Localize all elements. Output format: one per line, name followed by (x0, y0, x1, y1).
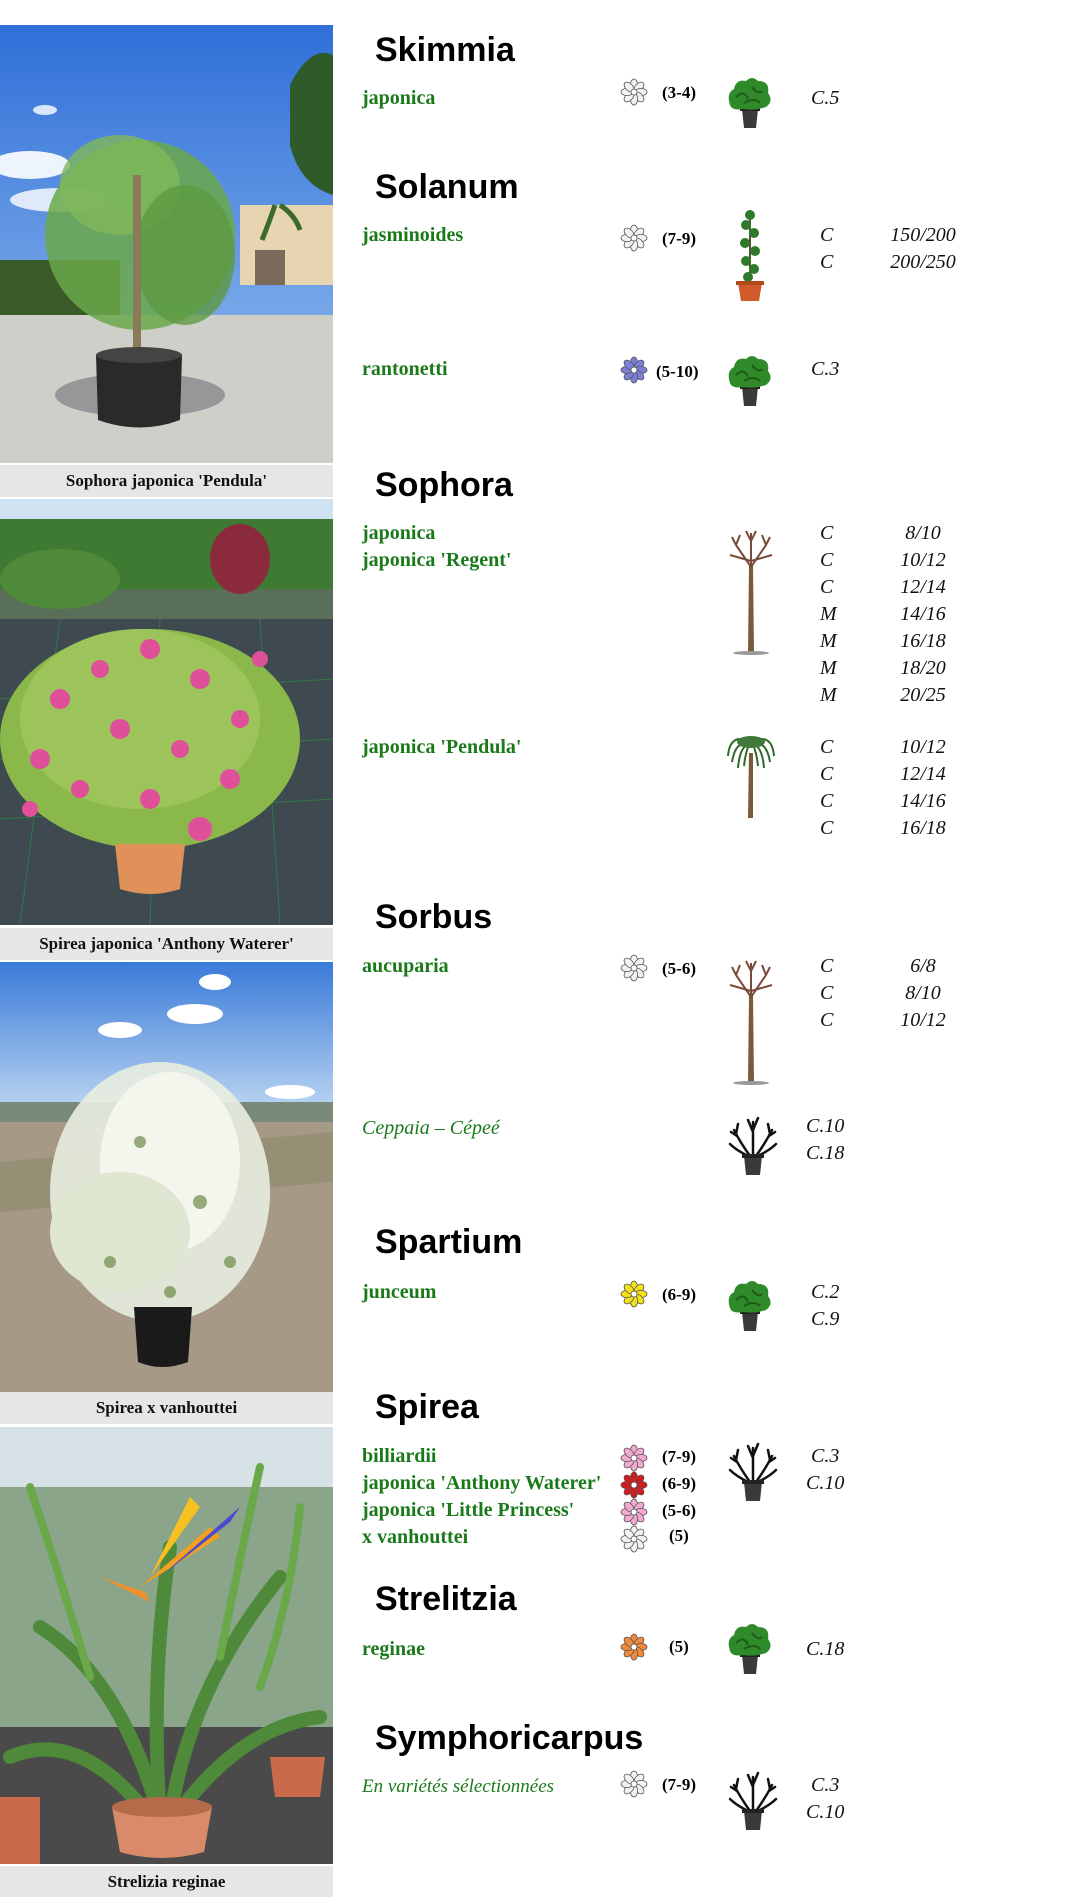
trunk-size: 10/12 (900, 549, 946, 571)
flower-yellow-icon (619, 1279, 649, 1309)
container-type: M (820, 603, 837, 625)
flowering-months: (5) (669, 1526, 689, 1545)
species-name: reginae (362, 1638, 425, 1660)
flowering-months: (5) (669, 1637, 689, 1656)
flowering-months: (6-9) (662, 1285, 696, 1304)
genus-heading: Symphoricarpus (375, 1719, 644, 1757)
potted-bush-icon (724, 75, 774, 130)
flowering-months: (5-6) (662, 959, 696, 978)
potted-multistem-icon (728, 1438, 778, 1503)
trunk-size: 200/250 (890, 251, 956, 273)
container-type: C (820, 817, 834, 839)
trunk-size: 10/12 (900, 1009, 946, 1031)
species-name: japonica (362, 522, 436, 544)
species-name: junceum (362, 1281, 437, 1303)
trunk-size: 6/8 (910, 955, 936, 977)
container-type: M (820, 684, 837, 706)
flower-white-icon (619, 77, 649, 107)
flower-orange-icon (619, 1632, 649, 1662)
species-name: japonica 'Pendula' (362, 736, 522, 758)
photo-caption: Strelizia reginae (0, 1866, 333, 1897)
potted-multistem-icon (728, 1767, 778, 1832)
photo-sophora-pendula (0, 25, 333, 463)
container-size: C.18 (806, 1142, 845, 1164)
species-name: japonica 'Little Princess' (362, 1499, 575, 1521)
container-type: C (820, 763, 834, 785)
container-size: C.5 (811, 87, 840, 109)
species-name: billiardii (362, 1445, 437, 1467)
container-type: C (820, 522, 834, 544)
genus-heading: Sorbus (375, 898, 493, 936)
species-name: En variétés sélectionnées (362, 1776, 555, 1797)
container-type: C (820, 736, 834, 758)
flowering-months: (7-9) (662, 229, 696, 248)
species-name: jasminoides (362, 224, 464, 246)
container-type: M (820, 657, 837, 679)
flowering-months: (3-4) (662, 83, 696, 102)
genus-heading: Strelitzia (375, 1580, 517, 1618)
trunk-size: 12/14 (900, 576, 946, 598)
species-name: japonica (362, 87, 436, 109)
container-type: M (820, 630, 837, 652)
container-size: C.10 (806, 1801, 845, 1823)
container-type: C (820, 576, 834, 598)
potted-bush-icon (724, 353, 774, 408)
photo-strelizia-reginae (0, 1427, 333, 1864)
potted-bush-icon (724, 1621, 774, 1676)
trunk-size: 8/10 (905, 522, 941, 544)
species-name: x vanhouttei (362, 1526, 469, 1548)
flower-pink-icon (619, 1443, 649, 1473)
container-size: C.2 (811, 1281, 840, 1303)
container-size: C.3 (811, 358, 840, 380)
photo-caption: Sophora japonica 'Pendula' (0, 465, 333, 497)
flowering-months: (7-9) (662, 1775, 696, 1794)
genus-heading: Sophora (375, 466, 513, 504)
container-size: C.3 (811, 1445, 840, 1467)
trunk-size: 14/16 (900, 790, 946, 812)
flower-white-icon (619, 223, 649, 253)
potted-climber-icon (730, 207, 770, 302)
container-type: C (820, 224, 834, 246)
flower-pink-icon (619, 1497, 649, 1527)
potted-bush-icon (724, 1278, 774, 1333)
container-size: C.3 (811, 1774, 840, 1796)
container-type: C (820, 790, 834, 812)
species-name: japonica 'Regent' (362, 549, 512, 571)
trunk-size: 12/14 (900, 763, 946, 785)
trunk-size: 150/200 (890, 224, 956, 246)
flowering-months: (7-9) (662, 1447, 696, 1466)
trunk-size: 16/18 (900, 817, 946, 839)
trunk-size: 18/20 (900, 657, 946, 679)
weeping-tree-icon (726, 728, 776, 820)
trunk-size: 14/16 (900, 603, 946, 625)
trunk-size: 16/18 (900, 630, 946, 652)
container-size: C.18 (806, 1638, 845, 1660)
genus-heading: Solanum (375, 168, 519, 206)
genus-heading: Skimmia (375, 31, 515, 69)
trunk-size: 20/25 (900, 684, 946, 706)
genus-heading: Spartium (375, 1223, 523, 1261)
potted-multistem-icon (728, 1112, 778, 1177)
standard-tree-icon (726, 955, 776, 1085)
genus-heading: Spirea (375, 1388, 479, 1426)
flower-blue-icon (619, 355, 649, 385)
container-size: C.10 (806, 1115, 845, 1137)
trunk-size: 8/10 (905, 982, 941, 1004)
flower-white-icon (619, 953, 649, 983)
flower-red-icon (619, 1470, 649, 1500)
species-name: Ceppaia – Cépeé (362, 1117, 500, 1139)
trunk-size: 10/12 (900, 736, 946, 758)
species-name: aucuparia (362, 955, 449, 977)
flowering-months: (5-10) (656, 362, 699, 381)
photo-caption: Spirea x vanhouttei (0, 1392, 333, 1424)
flower-white-icon (619, 1769, 649, 1799)
container-type: C (820, 549, 834, 571)
container-size: C.10 (806, 1472, 845, 1494)
flowering-months: (6-9) (662, 1474, 696, 1493)
container-type: C (820, 251, 834, 273)
container-type: C (820, 1009, 834, 1031)
photo-spirea-vanhouttei (0, 962, 333, 1392)
flowering-months: (5-6) (662, 1501, 696, 1520)
container-size: C.9 (811, 1308, 840, 1330)
container-type: C (820, 982, 834, 1004)
species-name: rantonetti (362, 358, 448, 380)
photo-caption: Spirea japonica 'Anthony Waterer' (0, 928, 333, 960)
photo-spirea-anthony-waterer (0, 499, 333, 925)
standard-tree-icon (726, 525, 776, 655)
container-type: C (820, 955, 834, 977)
species-name: japonica 'Anthony Waterer' (362, 1472, 602, 1494)
flower-white-icon (619, 1524, 649, 1554)
